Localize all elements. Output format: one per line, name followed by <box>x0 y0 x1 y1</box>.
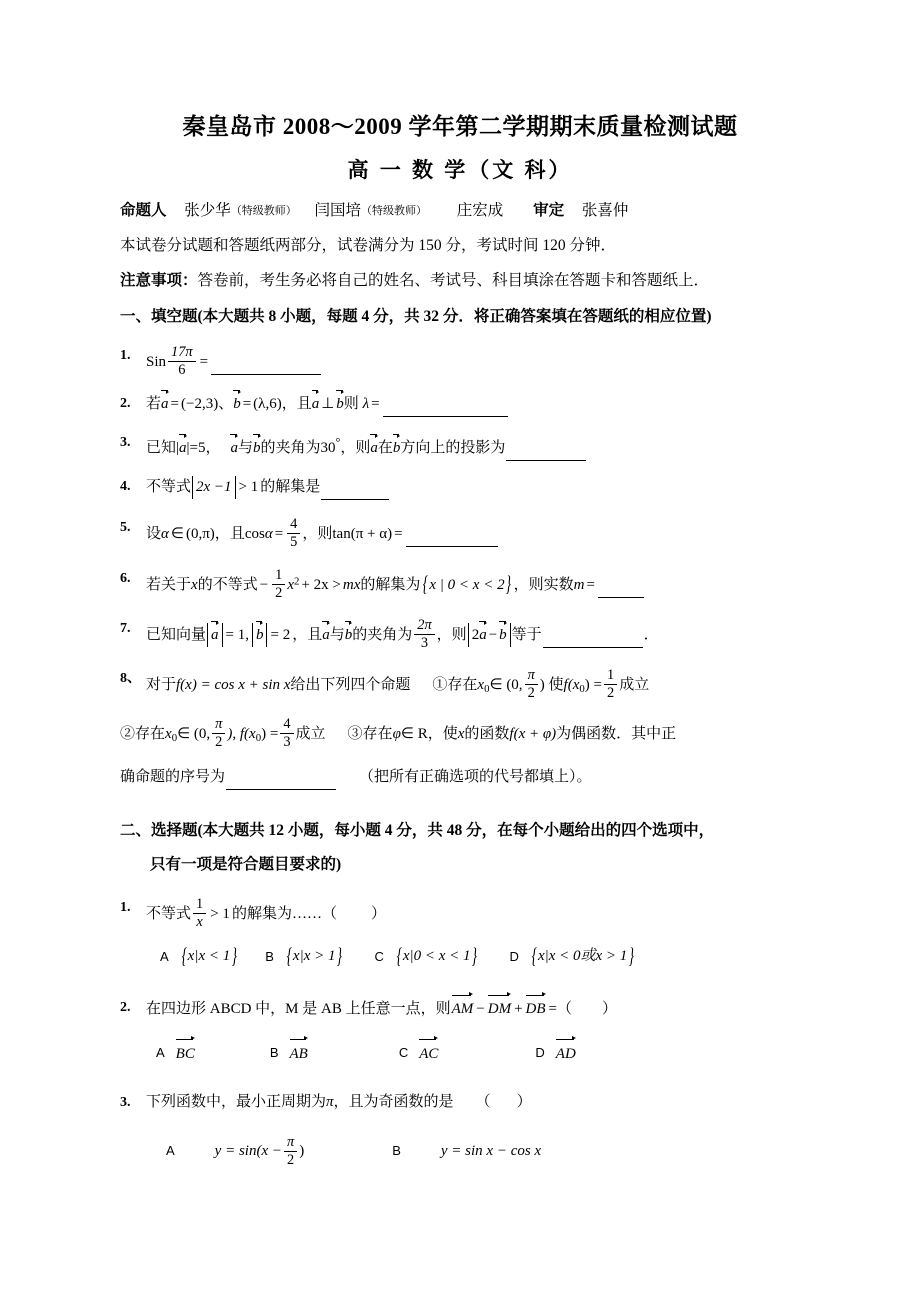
question-number: 4. <box>120 479 131 495</box>
option-vector-icon: BC <box>176 1041 195 1065</box>
question-body <box>146 1091 800 1112</box>
fill-question-4 <box>120 475 800 500</box>
question-number: 2. <box>120 999 131 1015</box>
degree-icon: ° <box>335 435 341 450</box>
plus-sign: + <box>514 1000 523 1017</box>
author-line <box>120 200 800 222</box>
equals-sign: = <box>199 354 209 371</box>
fill-question-1 <box>120 344 800 378</box>
choice-question-3 <box>120 1091 800 1113</box>
option-vector-icon: AB <box>290 1041 308 1065</box>
page-subtitle: 高 一 数 学（文 科） <box>347 158 573 182</box>
option-letter: A <box>166 1143 175 1159</box>
option-d[interactable] <box>535 1041 576 1065</box>
text-yu: 与 <box>237 440 253 457</box>
question-8-line-3 <box>120 767 800 790</box>
vector-AM-icon: AM <box>452 997 474 1019</box>
author-1-note: （特级教师） <box>230 205 297 217</box>
fill-question-6 <box>120 567 800 601</box>
cos-function: cos <box>244 526 265 543</box>
text-solution-set: 的解集为 <box>360 576 421 593</box>
fraction-denominator: 6 <box>178 362 186 379</box>
fraction-denominator: 2 <box>275 584 283 601</box>
close-paren: ） <box>516 1093 532 1110</box>
text-function: 的函数 <box>464 726 510 743</box>
subscript-0: 0 <box>171 732 178 745</box>
variable-x: x <box>457 726 465 743</box>
close-paren: ） <box>602 1000 618 1017</box>
fraction-denominator: 3 <box>283 734 291 751</box>
choice-question-1 <box>120 896 800 930</box>
option-letter: B <box>269 1044 279 1060</box>
proposition-1-prefix: ①存在 <box>432 677 478 694</box>
vector-a-icon: a <box>230 437 238 458</box>
separator: 、 <box>218 396 234 413</box>
text-ze: ，则 <box>302 526 333 543</box>
fraction-denominator: 2 <box>215 734 223 751</box>
greater-than: > 1 <box>238 479 259 496</box>
text-chengli: 成立 <box>295 726 326 743</box>
fraction <box>287 517 300 550</box>
text-ruoguanyu: 若关于 <box>146 576 192 593</box>
text-she: 设 <box>146 526 162 543</box>
subscript-0: 0 <box>255 732 262 745</box>
author-1: 张少华 <box>184 202 231 219</box>
interval-value: (0,π) <box>185 526 215 543</box>
proposition-3-prefix: ③存在 <box>347 726 393 743</box>
fraction-numerator: 4 <box>287 517 300 534</box>
fraction <box>193 897 206 930</box>
text-ruo: 若 <box>146 396 162 413</box>
fraction-numerator: π <box>284 1135 297 1152</box>
exam-info-line: 本试卷分试题和答题纸两部分，试卷满分为 150 分，考试时间 120 分钟． <box>120 237 617 254</box>
equals-sign: = <box>242 396 252 413</box>
option-letter: C <box>374 948 384 964</box>
fraction-numerator: π <box>525 668 538 685</box>
question-body <box>146 516 800 550</box>
answer-blank[interactable] <box>543 627 643 648</box>
fraction-numerator: 1 <box>604 668 617 685</box>
fraction <box>280 717 293 750</box>
option-a[interactable] <box>160 946 239 968</box>
text-solution-set: 的解集是 <box>260 479 321 496</box>
author-label: 命题人 <box>120 202 167 219</box>
answer-blank[interactable] <box>383 396 508 417</box>
subscript-0: 0 <box>484 683 490 696</box>
text-shi: ，使 <box>427 726 458 743</box>
vector-b-icon: b <box>256 624 264 647</box>
pi-symbol: π <box>326 1093 334 1110</box>
vector-a-value: (−2,3) <box>180 396 219 413</box>
question-body <box>146 567 800 601</box>
option-expression-prefix: y = sin(x − <box>214 1143 282 1160</box>
equals-sign: = <box>371 396 380 413</box>
text-equals: 等于 <box>511 626 542 643</box>
text-note: （把所有正确选项的代号都填上）。 <box>359 768 592 785</box>
author-3: 庄宏成 <box>456 202 504 219</box>
text-odd-function: ，且为奇函数的是 <box>333 1093 454 1110</box>
text-qie: 且 <box>296 396 312 413</box>
perpendicular-icon: ⊥ <box>321 396 335 413</box>
fraction <box>525 668 538 701</box>
option-a[interactable] <box>156 1041 196 1065</box>
open-paren: （ <box>475 1093 491 1110</box>
option-letter: A <box>156 1044 165 1060</box>
question-number: 7. <box>120 620 131 636</box>
equals-one: = 1, <box>225 626 249 643</box>
vector-b-icon: b <box>233 393 241 414</box>
function-f-shifted: f(x + φ) <box>509 726 557 743</box>
text-shi: ) 使 <box>539 677 564 694</box>
question-body <box>146 392 800 417</box>
question-body <box>146 617 800 651</box>
fraction-numerator: 4 <box>280 717 293 734</box>
equals-sign: = <box>394 526 403 543</box>
function-f-of-x0: ), f(x <box>227 726 256 743</box>
text-correct-numbers: 确命题的序号为 <box>120 768 226 785</box>
answer-blank[interactable] <box>211 354 321 375</box>
option-expression-suffix: ) <box>299 1143 305 1160</box>
vector-b-icon: b <box>345 624 353 645</box>
choice-question-3-options <box>120 1135 800 1168</box>
fraction <box>414 618 434 651</box>
function-f: f(x <box>563 677 580 694</box>
option-b[interactable] <box>392 1140 541 1162</box>
period: ． <box>643 626 659 643</box>
vector-b-icon: b <box>253 437 261 458</box>
fraction-numerator: 2π <box>414 618 434 635</box>
equals-two: = 2 <box>270 626 291 643</box>
vector-a-icon: a <box>179 437 187 458</box>
phi-symbol: φ <box>392 726 401 743</box>
option-letter: B <box>265 948 274 964</box>
fraction <box>272 568 285 601</box>
question-body <box>146 667 800 701</box>
interval-open: ∈ (0, <box>489 677 523 694</box>
text-angle: 的夹角为 <box>260 440 321 457</box>
fraction <box>284 1135 297 1168</box>
comma: ， <box>292 626 308 643</box>
fill-question-5 <box>120 516 800 550</box>
fraction-numerator: 1 <box>272 568 285 585</box>
question-body <box>146 431 800 461</box>
text-propositions: 给出下列四个命题 <box>290 677 411 694</box>
text-following-functions: 下列函数中，最小正周期为 <box>146 1093 327 1110</box>
author-2-note: （特级教师） <box>361 205 428 217</box>
option-letter: D <box>535 1044 545 1060</box>
question-body <box>146 475 800 500</box>
vector-b-icon: b <box>336 393 344 414</box>
fraction <box>168 345 196 378</box>
question-number: 3. <box>120 435 131 451</box>
variable-m: m <box>573 576 585 593</box>
set-notation: { x | 0 < x < 2 } <box>420 576 513 596</box>
answer-blank[interactable] <box>406 526 498 547</box>
answer-blank[interactable] <box>226 769 336 790</box>
question-number: 1. <box>120 348 131 363</box>
fill-question-2 <box>120 392 800 417</box>
fraction-denominator: 2 <box>286 1151 295 1168</box>
magnitude-expression: 2a − b <box>468 623 511 647</box>
fraction-denominator: 5 <box>290 534 298 551</box>
option-letter: C <box>398 1044 409 1060</box>
option-b[interactable] <box>270 1041 309 1065</box>
text-quadrilateral: 在四边形 ABCD 中，M 是 AB 上任意一点，则 <box>146 1000 451 1017</box>
fill-question-8 <box>120 667 800 701</box>
equals-sign: = <box>274 526 284 543</box>
choice-question-2 <box>120 996 800 1019</box>
option-vector-icon: AC <box>419 1041 438 1065</box>
author-2: 闫国培 <box>314 202 362 219</box>
fraction <box>212 717 225 750</box>
question-number: 5. <box>120 520 131 536</box>
text-even-function: 为偶函数．其中正 <box>556 726 677 743</box>
variable-x0: x <box>165 726 172 743</box>
text-ze: 则 <box>343 396 359 413</box>
question-body <box>146 996 800 1019</box>
equals-sign: ) = <box>584 677 602 694</box>
option-vector-icon: AD <box>556 1041 576 1065</box>
fill-question-7 <box>120 617 800 651</box>
equals-sign: = <box>586 576 595 593</box>
text-duiyu: 对于 <box>146 677 177 694</box>
close-paren: ） <box>370 905 386 922</box>
option-letter: B <box>392 1143 401 1159</box>
question-body <box>146 896 800 930</box>
option-value: { x|x < 0或x > 1 } <box>529 947 636 967</box>
option-value: { x|x > 1 } <box>284 947 345 967</box>
exponent: 2 <box>294 574 300 587</box>
fraction-denominator: 3 <box>420 634 429 651</box>
answer-blank[interactable] <box>506 440 586 461</box>
notice-label: 注意事项： <box>120 272 198 289</box>
vector-a-icon: a <box>312 393 320 414</box>
proposition-2-prefix: ②存在 <box>120 726 166 743</box>
element-of-R: ∈ R <box>400 726 428 743</box>
text-inequality: 不等式 <box>146 905 192 922</box>
angle-value: 30 <box>320 440 336 457</box>
fraction-denominator: 2 <box>606 685 615 702</box>
notice-line <box>120 270 800 292</box>
notice-text: 答卷前，考生务必将自己的姓名、考试号、科目填涂在答题卡和答题纸上． <box>197 272 710 289</box>
text-solution-set: 的解集为……（ <box>231 905 337 922</box>
section-1-heading: 一、填空题(本大题共 8 小题，每题 4 分，共 32 分．将正确答案填在答题纸的相应位置) <box>120 308 712 325</box>
section-2-heading-line-1: 二、选择题(本大题共 12 小题，每小题 4 分，共 48 分，在每个小题给出的四个选项中， <box>120 821 715 839</box>
fraction-numerator: 1 <box>193 897 206 914</box>
text-chengli: 成立 <box>619 677 650 694</box>
choice-question-2-options <box>120 1041 800 1065</box>
section-2-heading-line-2: 只有一项是符合题目要求的) <box>150 855 342 873</box>
answer-blank[interactable] <box>598 577 644 598</box>
expression-plus-2x: + 2x > <box>301 576 341 593</box>
alpha-symbol: α <box>161 526 169 543</box>
choice-question-1-options <box>120 946 800 968</box>
text-angle: 的夹角为 <box>352 626 413 643</box>
option-letter: D <box>509 948 519 964</box>
vector-DB-icon: DB <box>526 997 546 1019</box>
text-yizhi: 已知| <box>146 440 180 457</box>
option-c[interactable] <box>374 946 479 968</box>
variable-x: x <box>287 576 295 593</box>
question-number: 3. <box>120 1094 131 1110</box>
text-qie: 且 <box>229 526 245 543</box>
tan-function: tan <box>332 526 351 543</box>
text-inequality: 的不等式 <box>197 576 258 593</box>
variable-x0: x <box>477 677 485 694</box>
text-yu: 与 <box>329 626 345 643</box>
subscript-0: 0 <box>579 683 585 696</box>
fill-question-3 <box>120 431 800 461</box>
option-a[interactable] <box>166 1135 304 1168</box>
equals-sign: ) = <box>261 726 279 743</box>
reviewer-name: 张喜仲 <box>581 202 629 219</box>
lambda-symbol: λ <box>362 396 370 413</box>
fraction-numerator: π <box>212 717 225 734</box>
question-body <box>146 344 800 378</box>
text-yizhi-vector: 已知向量 <box>146 626 207 643</box>
equals-sign: = <box>170 396 179 413</box>
sin-function: Sin <box>146 354 167 371</box>
fraction-denominator: 2 <box>527 685 535 702</box>
text-projection: 方向上的投影为 <box>400 440 506 457</box>
answer-blank[interactable] <box>321 479 389 500</box>
vector-a-icon: a <box>161 393 169 414</box>
text-ze: ，则实数 <box>513 576 574 593</box>
tan-argument: (π + α) <box>350 526 393 543</box>
vector-b-icon: b <box>393 437 401 458</box>
alpha-symbol: α <box>264 526 273 543</box>
expression-mx: mx <box>342 576 361 593</box>
fraction-denominator: x <box>196 913 203 930</box>
absolute-value: 2x −1 <box>192 476 236 499</box>
vector-b-value: (λ,6) <box>253 396 282 413</box>
question-number: 8、 <box>120 671 141 686</box>
element-of-icon: ∈ <box>170 526 184 543</box>
comma: ， <box>214 526 230 543</box>
magnitude-a <box>207 623 223 647</box>
reviewer-label: 审定 <box>533 202 565 219</box>
fraction-numerator: 17π <box>168 345 196 362</box>
greater-than: > 1 <box>210 905 230 922</box>
vector-DM-icon: DM <box>488 997 511 1019</box>
option-expression: y = sin x − cos x <box>440 1143 542 1160</box>
question-number: 1. <box>120 899 131 915</box>
equals-sign: =（ <box>548 1000 573 1017</box>
vector-a-icon: a <box>322 624 330 645</box>
question-number: 6. <box>120 570 131 586</box>
text-qie: 且 <box>307 626 323 643</box>
page-title: 秦皇岛市 2008～2009 学年第二学期期末质量检测试题 <box>182 114 738 139</box>
text-ze: ，则 <box>340 440 371 457</box>
fraction <box>604 668 617 701</box>
text-ze: ，则 <box>436 626 467 643</box>
minus-sign: − <box>259 576 269 593</box>
question-8-line-2 <box>120 717 800 750</box>
text-inequality: 不等式 <box>146 479 192 496</box>
interval-open: ∈ (0, <box>177 726 211 743</box>
text-magnitude: |=5， <box>186 440 221 457</box>
option-d[interactable] <box>510 946 637 968</box>
variable-x: x <box>191 576 198 593</box>
option-b[interactable] <box>265 946 344 968</box>
vector-a-icon: a <box>211 624 219 647</box>
option-c[interactable] <box>399 1041 440 1065</box>
option-value: { x|0 < x < 1 } <box>394 947 480 967</box>
option-value: { x|x < 1 } <box>179 947 240 967</box>
question-number: 2. <box>120 396 131 412</box>
option-letter: A <box>160 948 169 964</box>
comma: ， <box>281 396 297 413</box>
magnitude-b <box>252 623 268 647</box>
function-definition: f(x) = cos x + sin x <box>176 677 291 694</box>
vector-a-icon: a <box>370 437 378 458</box>
minus-sign: − <box>476 1000 485 1017</box>
text-zai: 在 <box>377 440 393 457</box>
